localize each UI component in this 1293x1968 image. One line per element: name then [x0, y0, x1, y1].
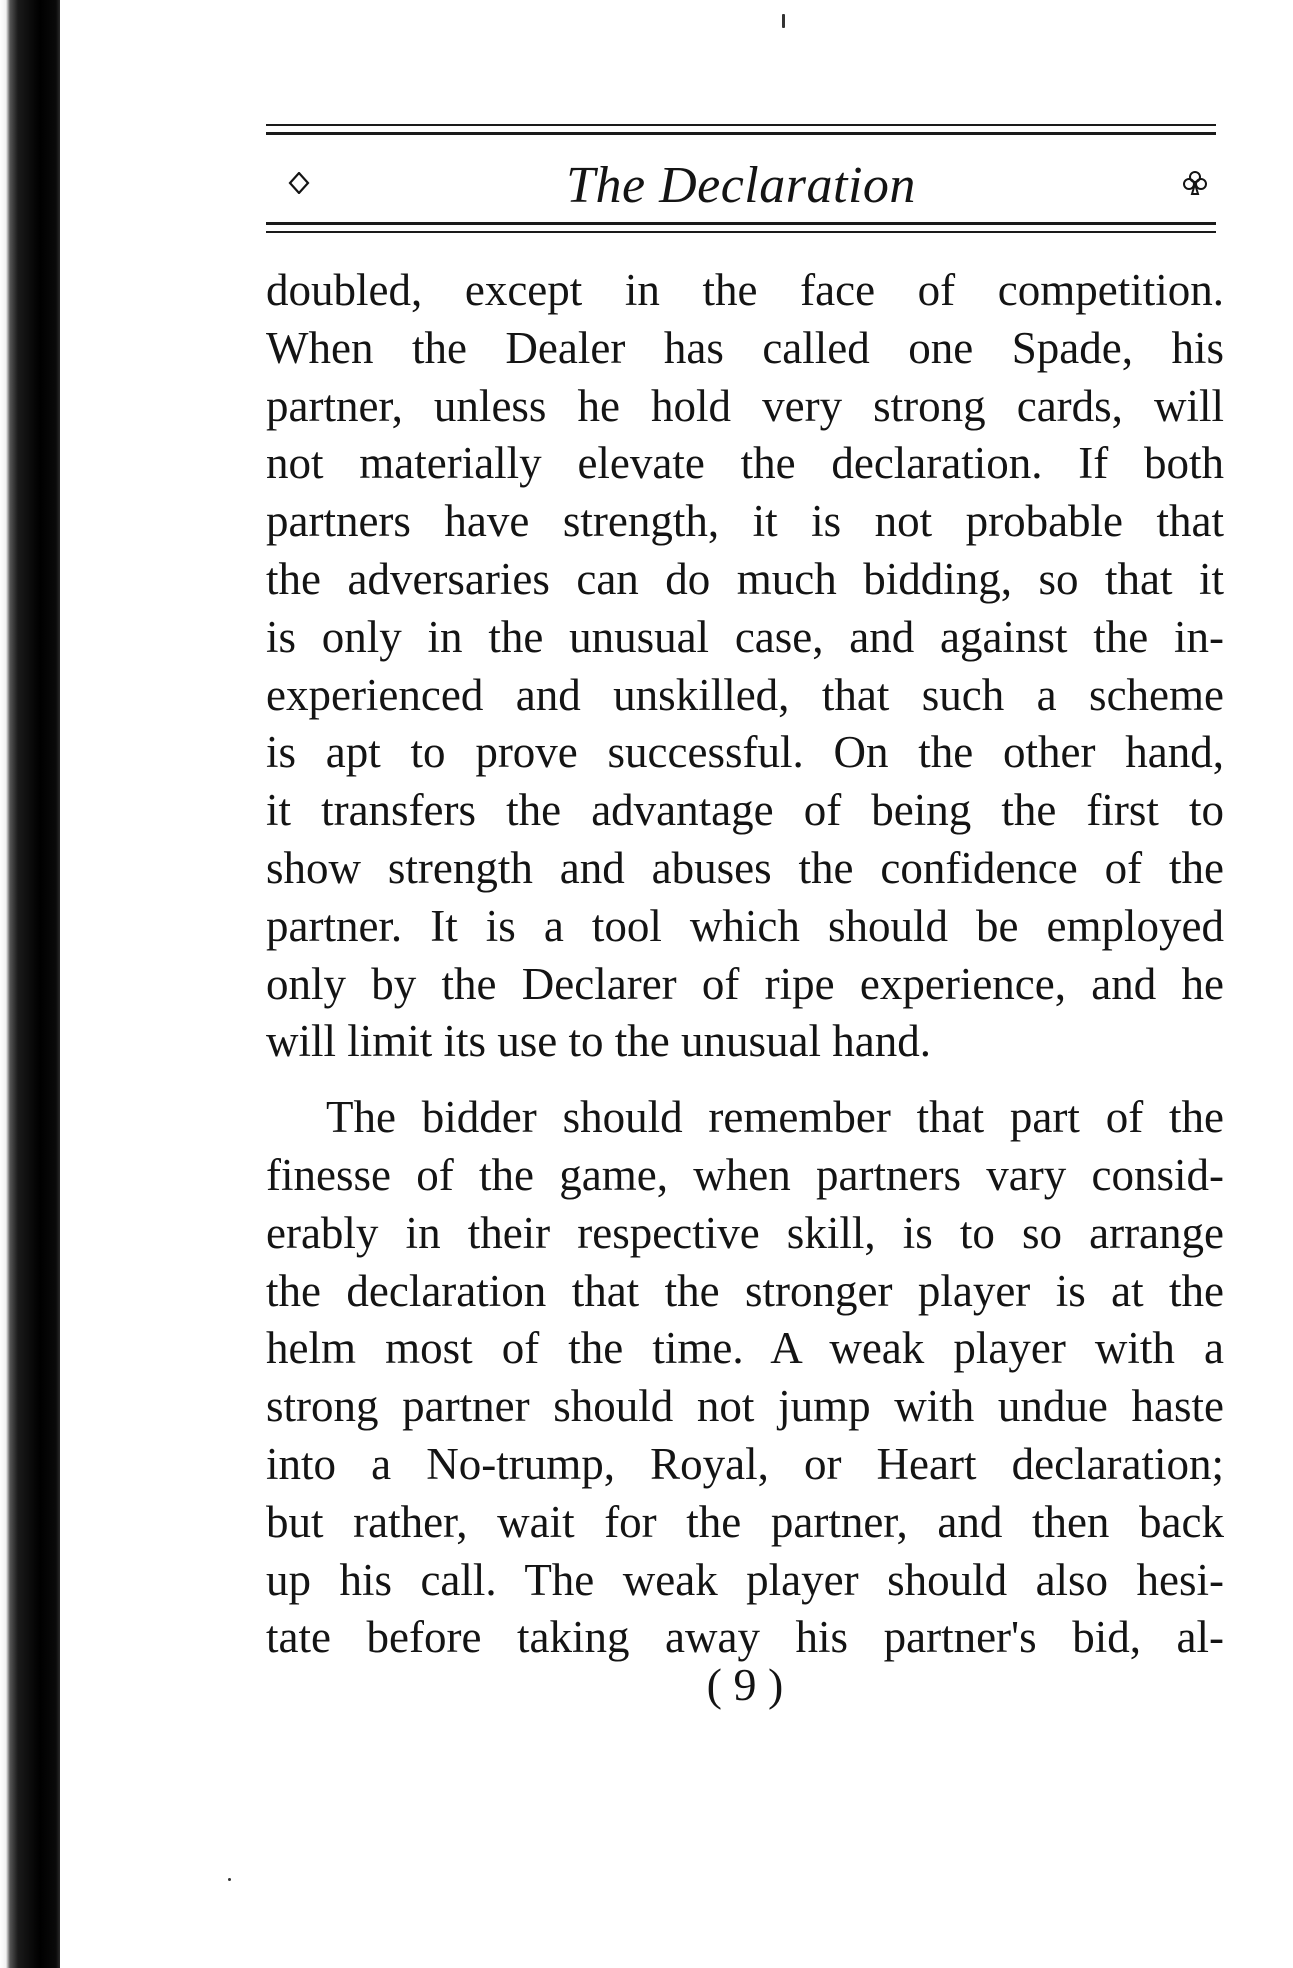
paragraph-2: [266, 1089, 1224, 1667]
text-line: erably in their respective skill, is to so arrange: [266, 1207, 1224, 1258]
paper-speck: [782, 14, 785, 28]
text-line: When the Dealer has called one Spade, his: [266, 322, 1224, 373]
text-line: is only in the unusual case, and against the in-: [266, 611, 1224, 662]
text-line: up his call. The weak player should also hesi-: [266, 1554, 1224, 1605]
text-line: The bidder should remember that part of the: [326, 1092, 1224, 1143]
text-line: partners have strength, it is not probable that: [266, 496, 1224, 547]
text-line: experienced and unskilled, that such a scheme: [266, 669, 1224, 720]
page-title: The Declaration: [566, 157, 916, 214]
header-rule-bottom-inner: [266, 231, 1216, 233]
text-line: not materially elevate the declaration. If both: [266, 438, 1224, 489]
text-line: strong partner should not jump with undue haste: [266, 1381, 1224, 1432]
header-rule-top-inner: [266, 132, 1216, 135]
text-line: only by the Declarer of ripe experience, and he: [266, 958, 1224, 1009]
text-line: partner. It is a tool which should be employed: [266, 900, 1224, 951]
text-line: into a No-trump, Royal, or Heart declaration;: [266, 1438, 1224, 1489]
header-rule-bottom: [266, 222, 1216, 225]
paper-speck: [228, 1878, 231, 1881]
text-line: helm most of the time. A weak player with a: [266, 1323, 1224, 1374]
text-line: show strength and abuses the confidence of the: [266, 842, 1224, 893]
page-number: ( 9 ): [706, 1659, 784, 1710]
paragraph-1: [266, 262, 1224, 1071]
text-line: it transfers the advantage of being the first to: [266, 785, 1224, 836]
text-line: is apt to prove successful. On the other hand,: [266, 727, 1224, 778]
text-line: the adversaries can do much bidding, so that it: [266, 553, 1224, 604]
text-line: tate before taking away his partner's bid, al-: [266, 1612, 1224, 1663]
text-line: the declaration that the stronger player is at the: [266, 1265, 1224, 1316]
club-icon: [1182, 170, 1208, 196]
paragraph-gap: [266, 1071, 1224, 1089]
text-line: partner, unless he hold very strong cards, will: [266, 380, 1224, 431]
body-text: [266, 262, 1224, 1667]
text-line: finesse of the game, when partners vary consid-: [266, 1149, 1224, 1200]
text-line: but rather, wait for the partner, and then back: [266, 1496, 1224, 1547]
text-line: will limit its use to the unusual hand.: [266, 1016, 931, 1067]
running-header: [266, 124, 1216, 236]
book-spine-shadow: [0, 0, 60, 1968]
text-line: doubled, except in the face of competition.: [266, 265, 1224, 315]
header-rule-top: [266, 124, 1216, 126]
